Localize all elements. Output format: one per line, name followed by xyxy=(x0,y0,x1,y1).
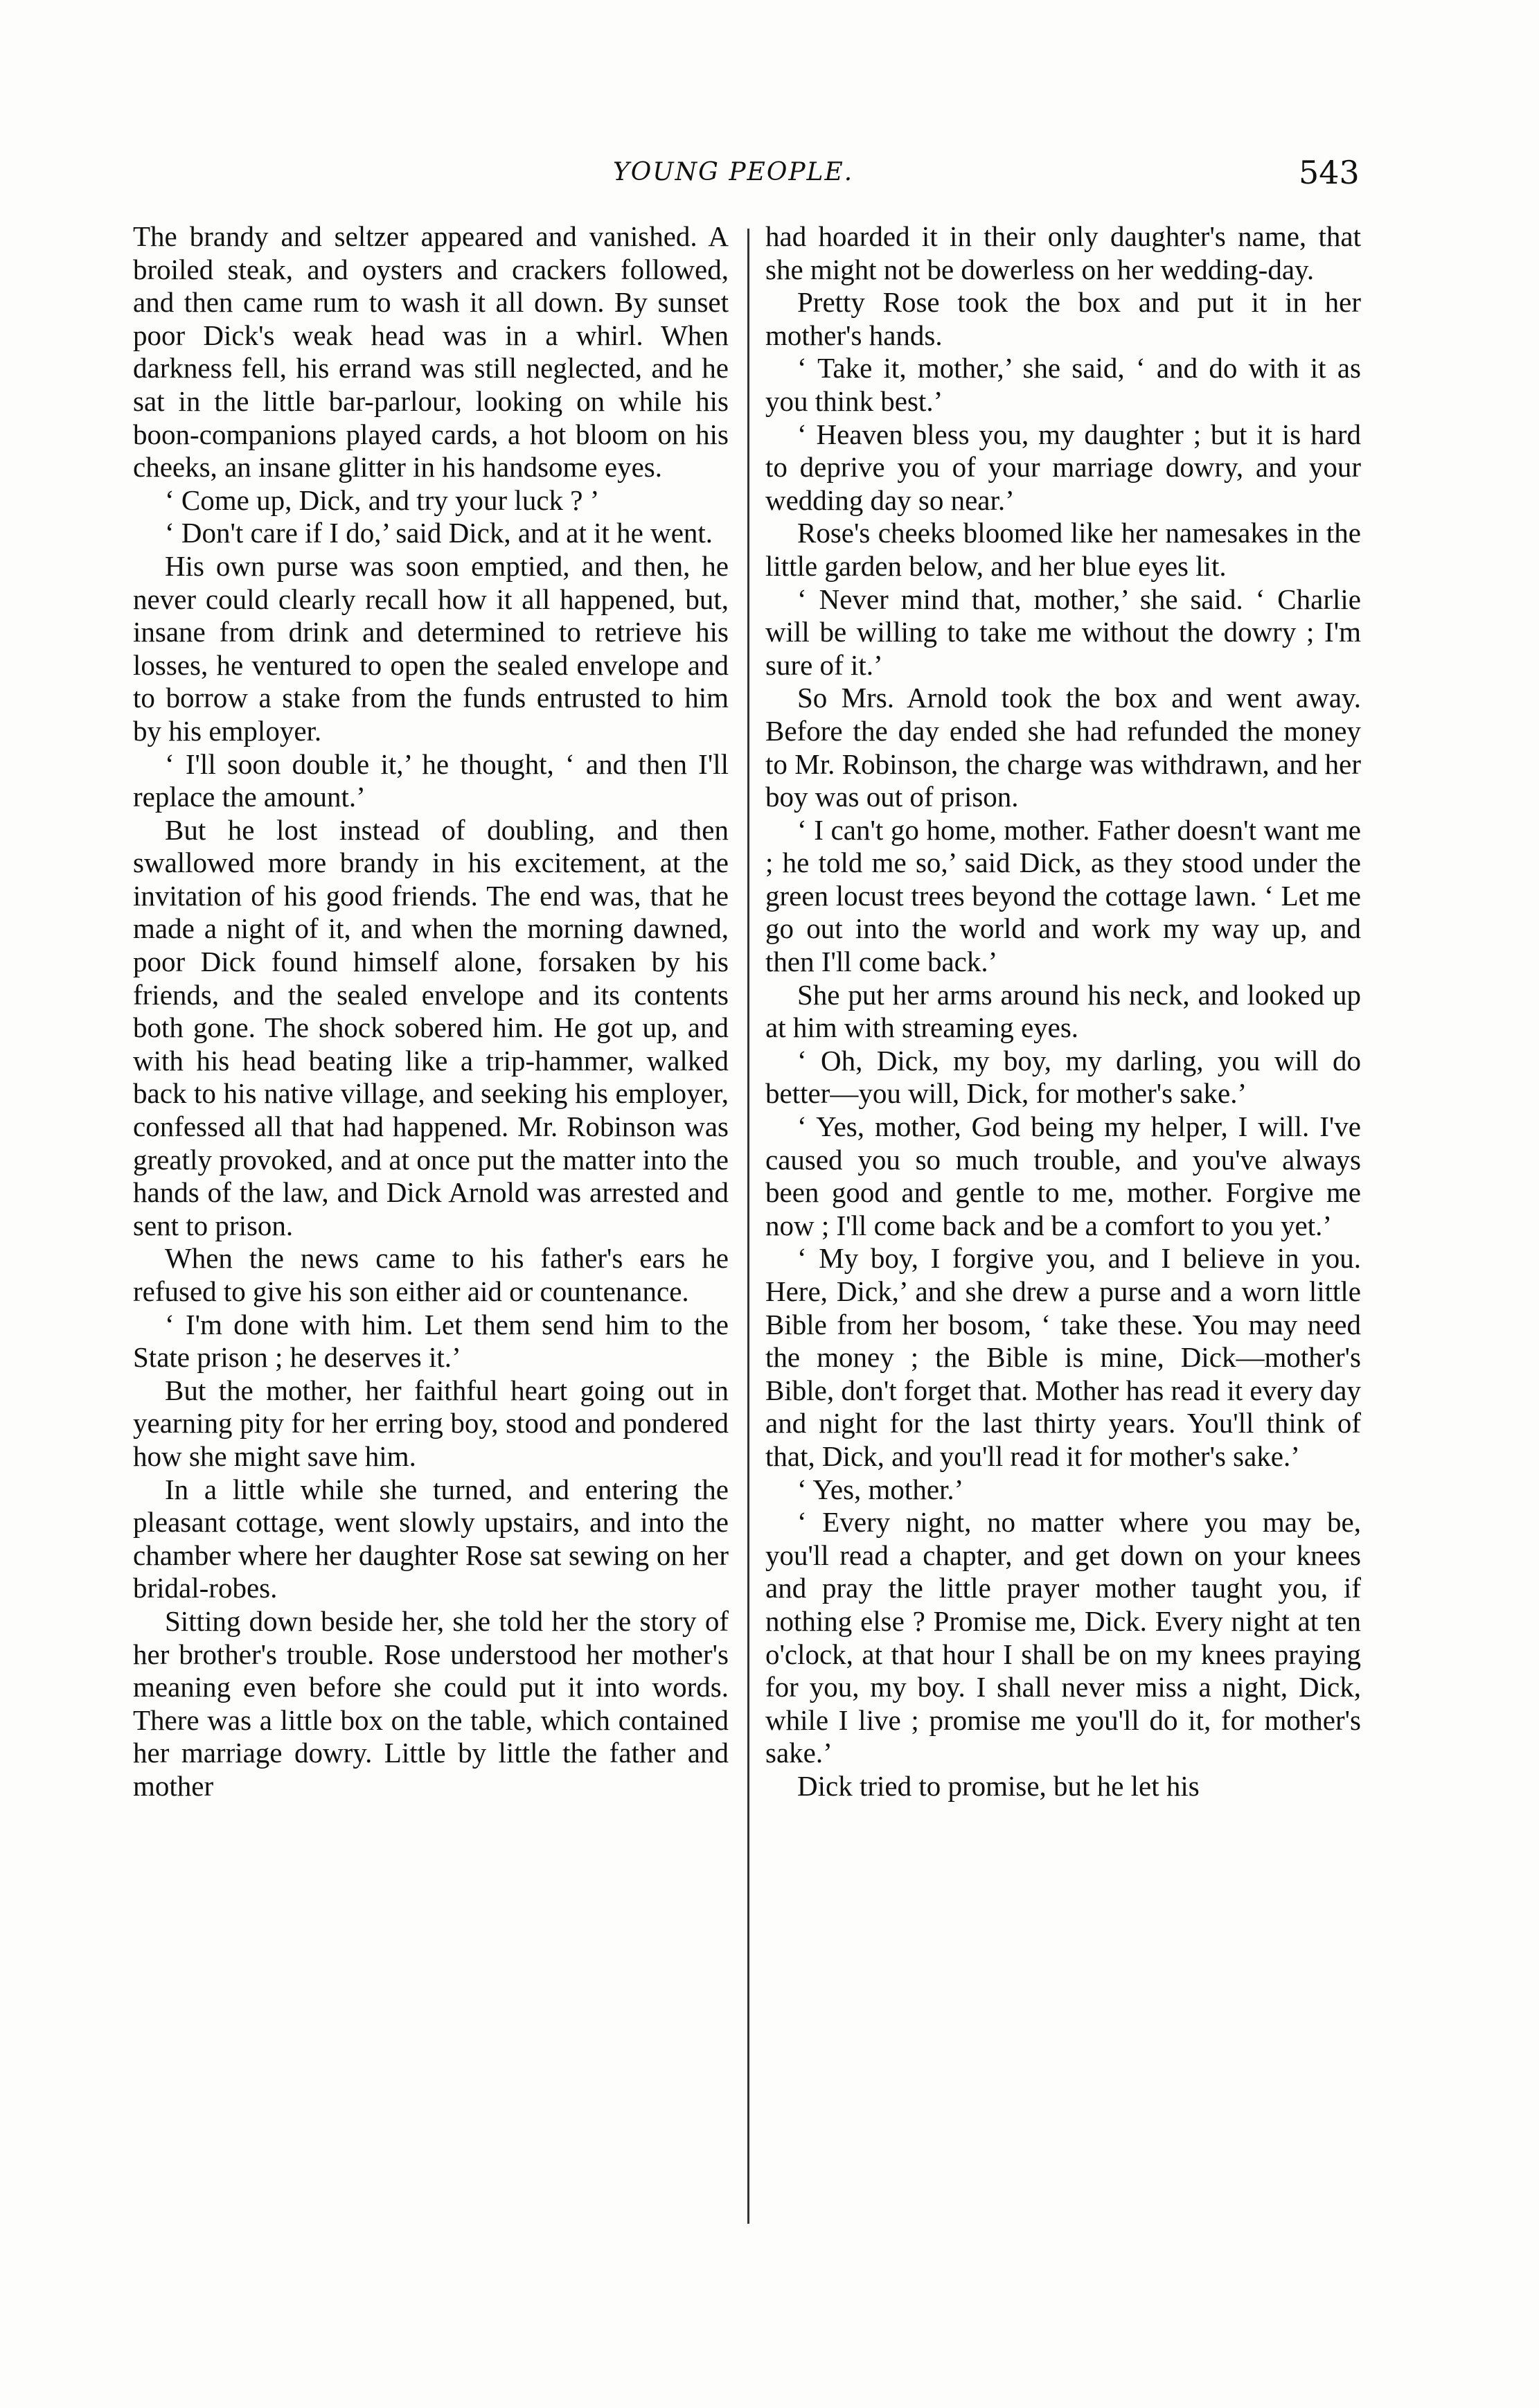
paragraph: She put her arms around his neck, and looked up at him with streaming eyes. xyxy=(765,978,1361,1044)
paragraph: But he lost instead of doubling, and then swallowed more brandy in his excitement, at the invitation of his good friends. The end was, that he made a night of it, and when the morning dawned, poor Dick found himself alone, forsaken by his friends, and the sealed envelope and its contents both gone. The shock sobered him. He got up, and with his head beating like a trip-hammer, walked back to his native village, and seeking his employer, confessed all that had happened. Mr. Robinson was greatly provoked, and at once put the matter into the hands of the law, and Dick Arnold was arrested and sent to prison. xyxy=(133,813,729,1241)
paragraph: ‘ I'll soon double it,’ he thought, ‘ and then I'll replace the amount.’ xyxy=(133,747,729,813)
paragraph: ‘ Yes, mother, God being my helper, I will. I've caused you so much trouble, and you've always been good and gentle to me, mother. Forgive me now ; I'll come back and be a comfort to you yet.’ xyxy=(765,1110,1361,1241)
paragraph: ‘ Heaven bless you, my daughter ; but it is hard to deprive you of your marriage dowry, and your wedding day so near.’ xyxy=(765,418,1361,516)
paragraph: Dick tried to promise, but he let his xyxy=(797,1769,1200,1802)
paragraph: When the news came to his father's ears he refused to give his son either aid or countenance. xyxy=(133,1242,729,1307)
paragraph: ‘ Every night, no matter where you may be, you'll read a chapter, and get down on your knees and pray the little prayer mother taught you, if nothing else ? Promise me, Dick. Every night at ten o'clock, at that hour I shall be on my knees praying for you, my boy. I shall never miss a night, Dick, while I live ; promise me you'll do it, for mother's sake.’ xyxy=(765,1506,1361,1769)
paragraph: ‘ Come up, Dick, and try your luck ? ’ xyxy=(165,484,600,516)
paragraph: had hoarded it in their only daughter's name, that she might not be dowerless on her wedding-day. xyxy=(765,220,1361,285)
paragraph: ‘ Yes, mother.’ xyxy=(797,1473,964,1505)
paragraph: His own purse was soon emptied, and then, he never could clearly recall how it all happened, but, insane from drink and determined to retrieve his losses, he ventured to open the sealed envelope and to borrow a stake from the funds entrusted to him by his employer. xyxy=(133,549,729,747)
paragraph: ‘ I'm done with him. Let them send him to the State prison ; he deserves it.’ xyxy=(133,1308,729,1374)
paragraph: Pretty Rose took the box and put it in her mother's hands. xyxy=(765,286,1361,351)
paragraph: The brandy and seltzer appeared and vanished. A broiled steak, and oysters and crackers followed, and then came rum to wash it all down. By sunset poor Dick's weak head was in a whirl. When darkness fell, his errand was still neglected, and he sat in the little bar-parlour, looking on while his boon-companions played cards, a hot bloom on his cheeks, an insane glitter in his handsome eyes. xyxy=(133,220,729,484)
paragraph: ‘ I can't go home, mother. Father doesn't want me ; he told me so,’ said Dick, as they stood under the green locust trees beyond the cottage lawn. ‘ Let me go out into the world and work my way up, and then I'll come back.’ xyxy=(765,813,1361,978)
paragraph: ‘ My boy, I forgive you, and I believe in you. Here, Dick,’ and she drew a purse and a worn little Bible from her bosom, ‘ take these. You may need the money ; the Bible is mine, Dick—mother's Bible, don't forget that. Mother has read it every day and night for the last thirty years. You'll think of that, Dick, and you'll read it for mother's sake.’ xyxy=(765,1242,1361,1472)
paragraph: ‘ Take it, mother,’ she said, ‘ and do with it as you think best.’ xyxy=(765,352,1361,417)
running-head: YOUNG PEOPLE. xyxy=(613,158,854,186)
column-divider xyxy=(747,229,749,2224)
paragraph: But the mother, her faithful heart going out in yearning pity for her erring boy, stood and pondered how she might save him. xyxy=(133,1374,729,1472)
paragraph: Rose's cheeks bloomed like her namesakes in the little garden below, and her blue eyes lit. xyxy=(765,517,1361,582)
paragraph: So Mrs. Arnold took the box and went away. Before the day ended she had refunded the money to Mr. Robinson, the charge was withdrawn, and her boy was out of prison. xyxy=(765,682,1361,813)
paragraph: ‘ Never mind that, mother,’ she said. ‘ Charlie will be willing to take me without the dowry ; I'm sure of it.’ xyxy=(765,583,1361,681)
paragraph: Sitting down beside her, she told her the story of her brother's trouble. Rose understood her mother's meaning even before she could put it into words. There was a little box on the table, which contained her marriage dowry. Little by little the father and mother xyxy=(133,1604,729,1802)
page-number: 543 xyxy=(1299,154,1360,191)
paragraph: ‘ Don't care if I do,’ said Dick, and at it he went. xyxy=(165,517,713,549)
left-column xyxy=(133,220,729,1803)
paragraph: ‘ Oh, Dick, my boy, my darling, you will do better—you will, Dick, for mother's sake.’ xyxy=(765,1044,1361,1110)
paragraph: In a little while she turned, and entering the pleasant cottage, went slowly upstairs, and into the chamber where her daughter Rose sat sewing on her bridal-robes. xyxy=(133,1473,729,1604)
right-column xyxy=(765,220,1361,1803)
